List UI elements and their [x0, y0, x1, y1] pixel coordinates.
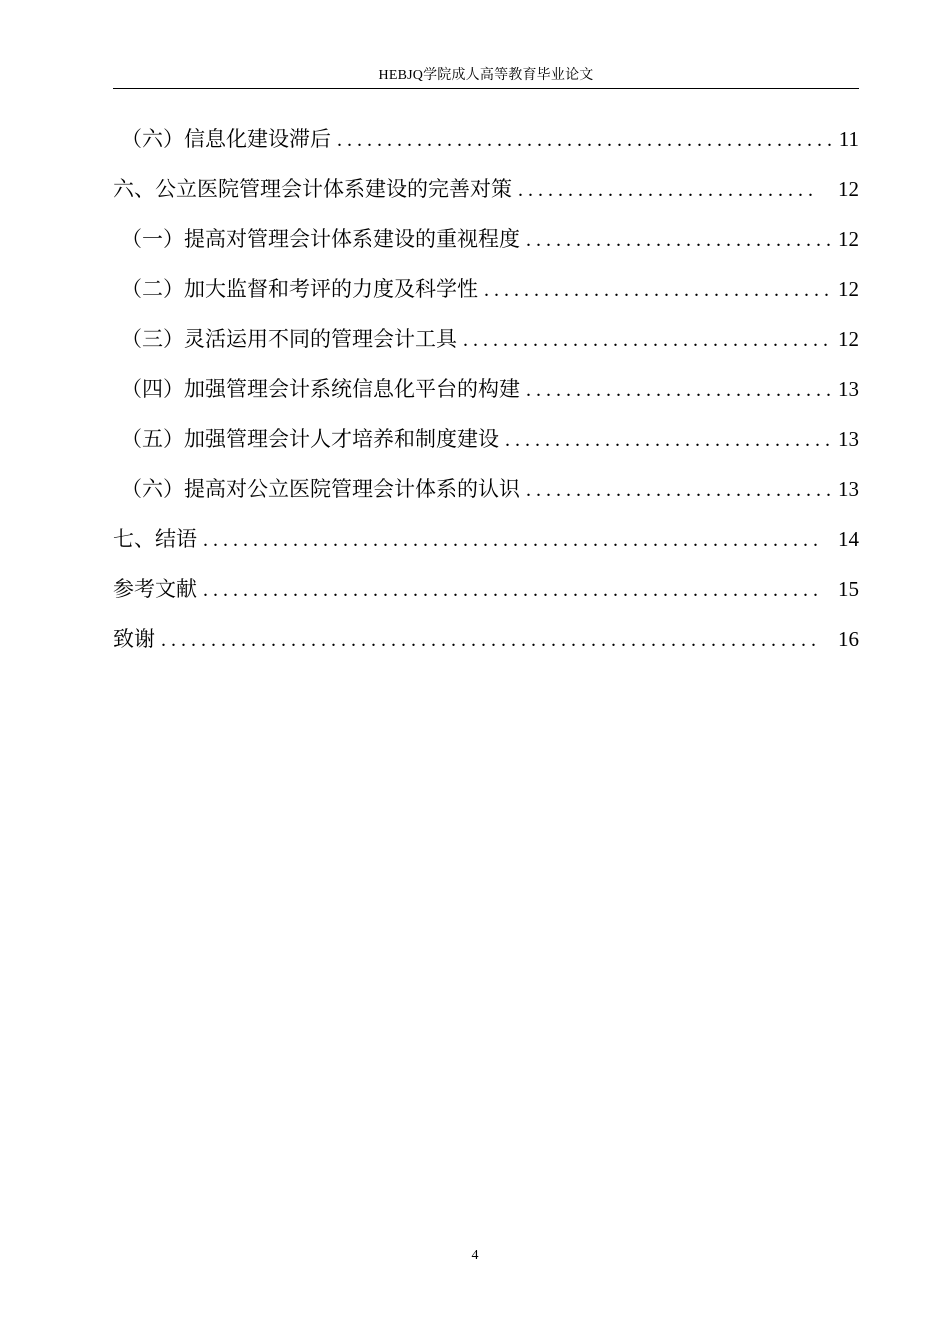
toc-entry[interactable] [113, 570, 859, 620]
header-divider [113, 88, 859, 89]
toc-dot-leader [526, 221, 831, 259]
toc-entry-page: 15 [838, 577, 859, 601]
toc-dot-leader [203, 571, 817, 609]
toc-dot-leader [161, 621, 817, 659]
toc-entry[interactable] [113, 470, 859, 520]
toc-entry-title: （五）加强管理会计人才培养和制度建设 [121, 427, 499, 451]
toc-entry-title: （三）灵活运用不同的管理会计工具 [121, 327, 457, 351]
toc-entry[interactable] [113, 170, 859, 220]
toc-entry-title: 致谢 [113, 627, 155, 651]
toc-entry-page: 13 [838, 427, 859, 451]
toc-entry-title: 六、公立医院管理会计体系建设的完善对策 [113, 177, 512, 201]
toc-entry[interactable] [113, 620, 859, 670]
toc-entry[interactable] [113, 120, 859, 170]
toc-entry-page: 16 [838, 627, 859, 651]
toc-entry-title: （四）加强管理会计系统信息化平台的构建 [121, 377, 520, 401]
toc-entry-page: 13 [838, 377, 859, 401]
running-header: HEBJQ学院成人高等教育毕业论文 [378, 68, 594, 83]
toc-entry-page: 12 [838, 277, 859, 301]
toc-dot-leader [463, 321, 831, 359]
toc-dot-leader [518, 171, 817, 209]
toc-entry-page: 14 [838, 527, 859, 551]
toc-dot-leader [526, 471, 831, 509]
toc-entry[interactable] [113, 420, 859, 470]
toc-entry-page: 11 [838, 127, 859, 151]
toc-entry[interactable] [113, 520, 859, 570]
toc-entry-title: （二）加大监督和考评的力度及科学性 [121, 277, 478, 301]
toc-entry-title: 参考文献 [113, 577, 197, 601]
toc-entry[interactable] [113, 370, 859, 420]
toc-entry[interactable] [113, 220, 859, 270]
table-of-contents [113, 120, 859, 670]
toc-entry-page: 13 [838, 477, 859, 501]
toc-dot-leader [337, 121, 831, 159]
toc-entry-title: （一）提高对管理会计体系建设的重视程度 [121, 227, 520, 251]
toc-dot-leader [505, 421, 831, 459]
toc-entry-title: 七、结语 [113, 527, 197, 551]
toc-dot-leader [526, 371, 831, 409]
toc-entry-page: 12 [838, 177, 859, 201]
toc-entry[interactable] [113, 270, 859, 320]
toc-entry-page: 12 [838, 327, 859, 351]
toc-entry[interactable] [113, 320, 859, 370]
toc-entry-title: （六）信息化建设滞后 [121, 127, 331, 151]
toc-entry-title: （六）提高对公立医院管理会计体系的认识 [121, 477, 520, 501]
toc-dot-leader [484, 271, 831, 309]
page-number: 4 [471, 1248, 479, 1263]
toc-dot-leader [203, 521, 817, 559]
toc-entry-page: 12 [838, 227, 859, 251]
